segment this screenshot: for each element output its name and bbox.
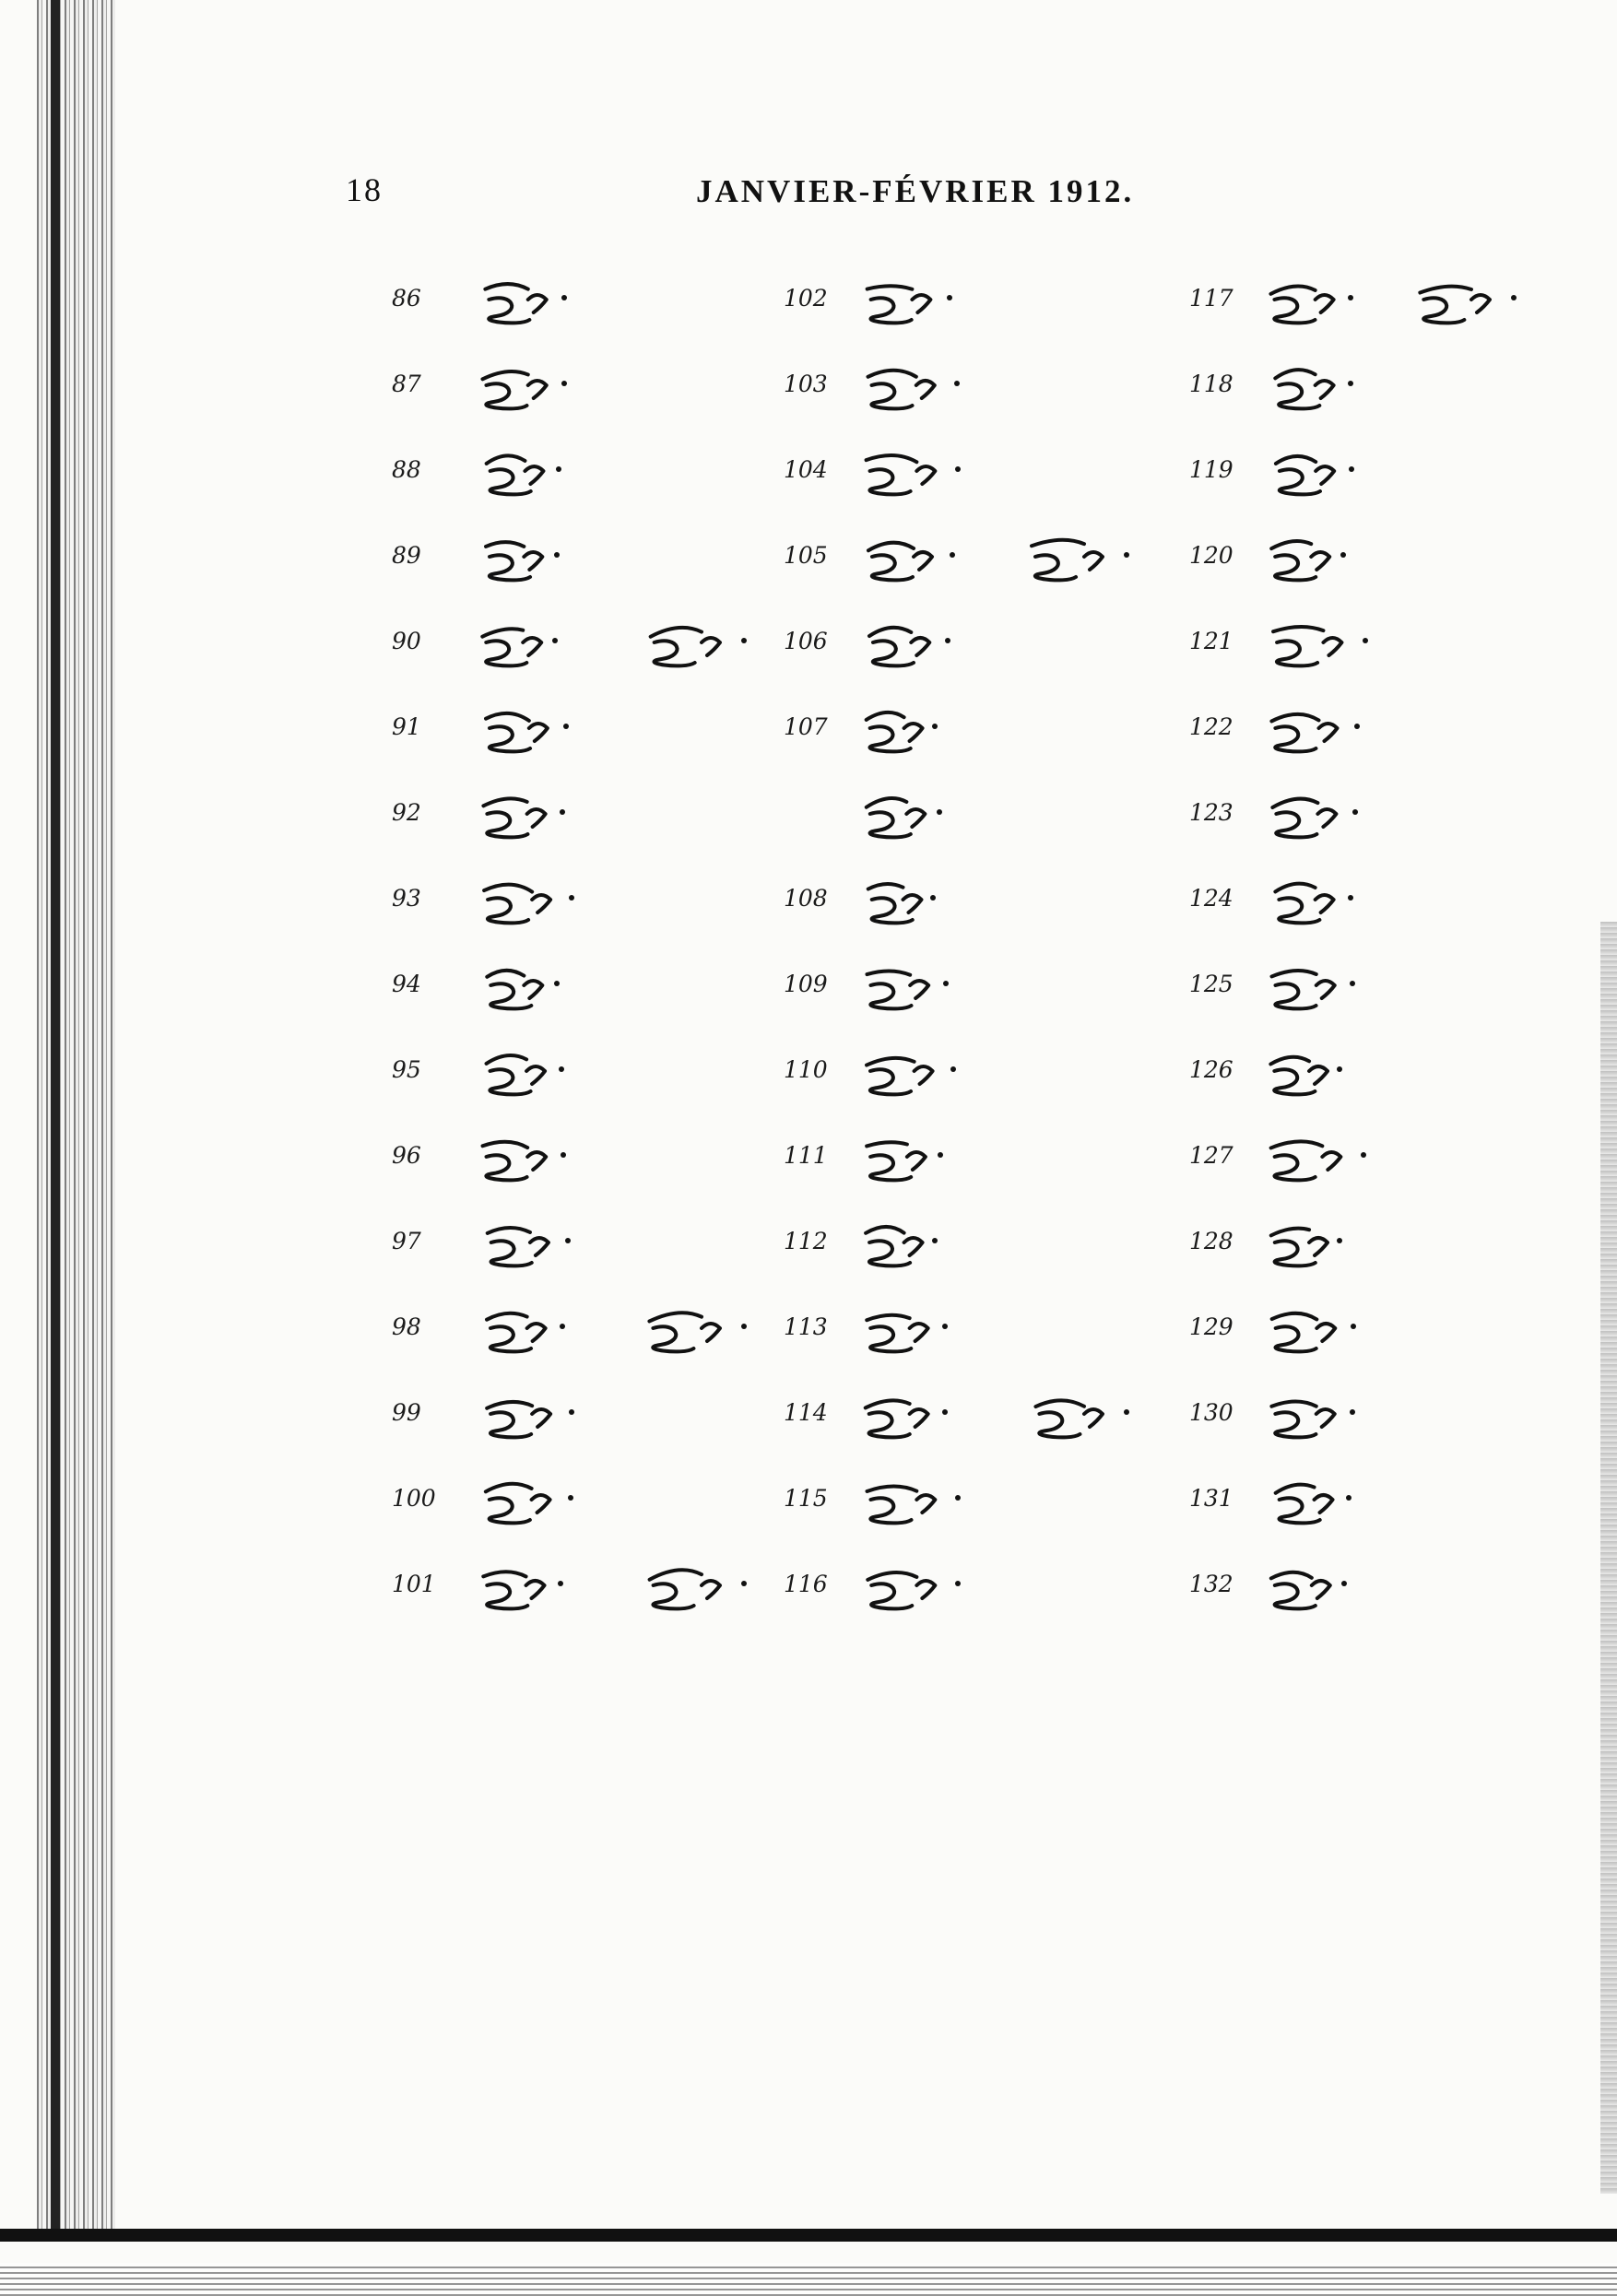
entry-number: 97 xyxy=(392,1228,421,1254)
tibetan-handwritten-variant xyxy=(641,615,751,679)
entry-row xyxy=(784,1386,1171,1451)
entry-row xyxy=(784,786,1171,851)
entry-row xyxy=(784,358,1171,422)
entry-number: 128 xyxy=(1189,1228,1233,1254)
entry-number: 95 xyxy=(392,1056,421,1083)
tibetan-handwritten-word xyxy=(1263,786,1363,851)
entry-row xyxy=(784,1558,1171,1622)
tibetan-handwritten-word xyxy=(857,1043,961,1108)
entry-number: 102 xyxy=(784,285,828,312)
entry-number: 123 xyxy=(1189,799,1233,826)
entry-row xyxy=(1189,786,1576,851)
entry-row xyxy=(784,272,1171,336)
entry-row xyxy=(1189,615,1576,679)
tibetan-handwritten-word xyxy=(857,443,965,508)
scan-bottom-stripe xyxy=(0,2263,1617,2296)
tibetan-handwritten-word xyxy=(1263,1386,1360,1451)
tibetan-handwritten-word xyxy=(1263,272,1358,336)
tibetan-handwritten-word xyxy=(857,1472,965,1537)
entry-number: 106 xyxy=(784,628,828,654)
entry-number: 88 xyxy=(392,456,421,483)
entry-row xyxy=(1189,1215,1576,1279)
entry-number: 121 xyxy=(1189,628,1233,654)
tibetan-handwritten-word xyxy=(857,958,953,1022)
tibetan-handwritten-word xyxy=(857,615,955,679)
entry-number: 118 xyxy=(1189,371,1233,397)
tibetan-handwritten-variant xyxy=(1410,272,1521,336)
entry-number: 122 xyxy=(1189,713,1233,740)
entry-number: 86 xyxy=(392,285,421,312)
entry-row xyxy=(392,272,779,336)
binding-shadow xyxy=(51,0,60,2235)
scan-bottom-bar xyxy=(0,2229,1617,2242)
tibetan-handwritten-word xyxy=(857,1386,952,1451)
entry-number: 100 xyxy=(392,1485,436,1512)
entry-row xyxy=(784,1043,1171,1108)
entry-number: 125 xyxy=(1189,971,1233,997)
entry-row xyxy=(392,958,779,1022)
entry-number: 104 xyxy=(784,456,828,483)
tibetan-handwritten-word xyxy=(1263,1129,1371,1194)
tibetan-handwritten-word xyxy=(857,272,957,336)
entry-row xyxy=(1189,1472,1576,1537)
entry-number: 114 xyxy=(784,1399,828,1426)
entry-number: 127 xyxy=(1189,1142,1233,1169)
tibetan-handwritten-word xyxy=(475,701,573,765)
tibetan-handwritten-word xyxy=(475,1386,579,1451)
tibetan-handwritten-word xyxy=(475,443,566,508)
entry-row xyxy=(1189,1043,1576,1108)
entry-number: 126 xyxy=(1189,1056,1233,1083)
entry-row xyxy=(392,1472,779,1537)
entry-row xyxy=(784,615,1171,679)
entry-row xyxy=(1189,1558,1576,1622)
entry-row xyxy=(1189,1386,1576,1451)
entry-row xyxy=(392,872,779,936)
entry-row xyxy=(392,1386,779,1451)
tibetan-handwritten-word xyxy=(857,1301,952,1365)
entry-row xyxy=(784,443,1171,508)
entry-row xyxy=(392,615,779,679)
binding-edge xyxy=(37,0,115,2235)
tibetan-handwritten-word xyxy=(1263,529,1351,594)
entry-number: 119 xyxy=(1189,456,1233,483)
tibetan-handwritten-word xyxy=(1263,1558,1351,1622)
entry-number: 132 xyxy=(1189,1571,1233,1597)
tibetan-handwritten-word xyxy=(475,529,564,594)
tibetan-handwritten-word xyxy=(475,1301,570,1365)
entry-number: 87 xyxy=(392,371,421,397)
entry-number: 96 xyxy=(392,1142,421,1169)
entry-number: 110 xyxy=(784,1056,828,1083)
tibetan-handwritten-variant xyxy=(1023,529,1134,594)
entry-number: 116 xyxy=(784,1571,828,1597)
tibetan-handwritten-word xyxy=(641,1558,751,1622)
entry-row xyxy=(1189,958,1576,1022)
entry-number: 94 xyxy=(392,971,421,997)
tibetan-handwritten-word xyxy=(475,958,564,1022)
scan-right-edge xyxy=(1600,922,1617,2194)
tibetan-handwritten-word xyxy=(475,615,562,679)
entry-row xyxy=(1189,1301,1576,1365)
tibetan-handwritten-word xyxy=(1263,1301,1361,1365)
tibetan-handwritten-word xyxy=(1263,443,1359,508)
entry-row xyxy=(1189,529,1576,594)
entry-row xyxy=(392,1215,779,1279)
entry-number: 98 xyxy=(392,1313,421,1340)
entry-number: 109 xyxy=(784,971,828,997)
tibetan-handwritten-word xyxy=(475,358,572,422)
entry-row xyxy=(392,1301,779,1365)
entry-number: 124 xyxy=(1189,885,1233,912)
entry-number: 103 xyxy=(784,371,828,397)
entry-row xyxy=(1189,1129,1576,1194)
tibetan-handwritten-word xyxy=(1023,1386,1134,1451)
entry-row xyxy=(784,1301,1171,1365)
entry-number: 112 xyxy=(784,1228,828,1254)
entry-number: 89 xyxy=(392,542,421,569)
entry-row xyxy=(784,529,1171,594)
entry-number: 107 xyxy=(784,713,828,740)
entry-number: 99 xyxy=(392,1399,421,1426)
tibetan-handwritten-word xyxy=(1263,872,1358,936)
entry-row xyxy=(784,872,1171,936)
entry-row xyxy=(1189,443,1576,508)
entry-row xyxy=(392,358,779,422)
tibetan-handwritten-variant xyxy=(641,1301,751,1365)
entry-number: 90 xyxy=(392,628,421,654)
entry-number: 131 xyxy=(1189,1485,1233,1512)
entry-row xyxy=(1189,358,1576,422)
entry-number: 130 xyxy=(1189,1399,1233,1426)
entry-number: 108 xyxy=(784,885,828,912)
page-number: 18 xyxy=(346,171,383,208)
entry-row xyxy=(1189,272,1576,336)
tibetan-handwritten-word xyxy=(1263,615,1373,679)
entry-number: 105 xyxy=(784,542,828,569)
entry-number: 115 xyxy=(784,1485,828,1512)
entry-row xyxy=(784,958,1171,1022)
entry-row xyxy=(784,1215,1171,1279)
tibetan-handwritten-word xyxy=(475,1472,578,1537)
tibetan-handwritten-word xyxy=(1263,1043,1347,1108)
tibetan-handwritten-word xyxy=(1263,701,1364,765)
entry-number: 92 xyxy=(392,799,421,826)
tibetan-handwritten-word xyxy=(1263,1472,1356,1537)
tibetan-handwritten-word xyxy=(475,786,570,851)
tibetan-handwritten-word xyxy=(857,701,942,765)
tibetan-handwritten-word xyxy=(857,786,947,851)
tibetan-handwritten-word xyxy=(857,872,940,936)
entry-row xyxy=(392,529,779,594)
running-title: JANVIER-FÉVRIER 1912. xyxy=(696,173,1135,209)
entry-row xyxy=(392,701,779,765)
tibetan-handwritten-word xyxy=(1263,958,1360,1022)
entry-number: 91 xyxy=(392,713,421,740)
tibetan-handwritten-word xyxy=(475,1129,571,1194)
entry-row xyxy=(784,1129,1171,1194)
entry-number: 129 xyxy=(1189,1313,1233,1340)
tibetan-handwritten-word xyxy=(1263,358,1358,422)
entry-row xyxy=(1189,872,1576,936)
entry-row xyxy=(392,1129,779,1194)
tibetan-handwritten-word xyxy=(1263,1215,1347,1279)
entry-row xyxy=(392,1043,779,1108)
tibetan-handwritten-word xyxy=(857,1558,965,1622)
tibetan-handwritten-word xyxy=(475,1215,575,1279)
tibetan-handwritten-word xyxy=(475,1043,569,1108)
entry-number: 101 xyxy=(392,1571,436,1597)
entry-row xyxy=(1189,701,1576,765)
entry-number: 93 xyxy=(392,885,421,912)
tibetan-handwritten-word xyxy=(857,358,964,422)
entry-number: 111 xyxy=(784,1142,828,1169)
entry-row xyxy=(392,786,779,851)
tibetan-handwritten-word xyxy=(857,1215,942,1279)
tibetan-handwritten-word xyxy=(475,1558,568,1622)
entry-row xyxy=(784,1472,1171,1537)
tibetan-handwritten-word xyxy=(475,272,572,336)
entry-row xyxy=(392,1558,779,1622)
entry-number: 120 xyxy=(1189,542,1233,569)
entry-row xyxy=(784,701,1171,765)
tibetan-handwritten-word xyxy=(857,529,960,594)
tibetan-handwritten-word xyxy=(857,1129,948,1194)
entry-number: 117 xyxy=(1189,285,1233,312)
entry-number: 113 xyxy=(784,1313,828,1340)
tibetan-handwritten-word xyxy=(475,872,579,936)
entry-row xyxy=(392,443,779,508)
